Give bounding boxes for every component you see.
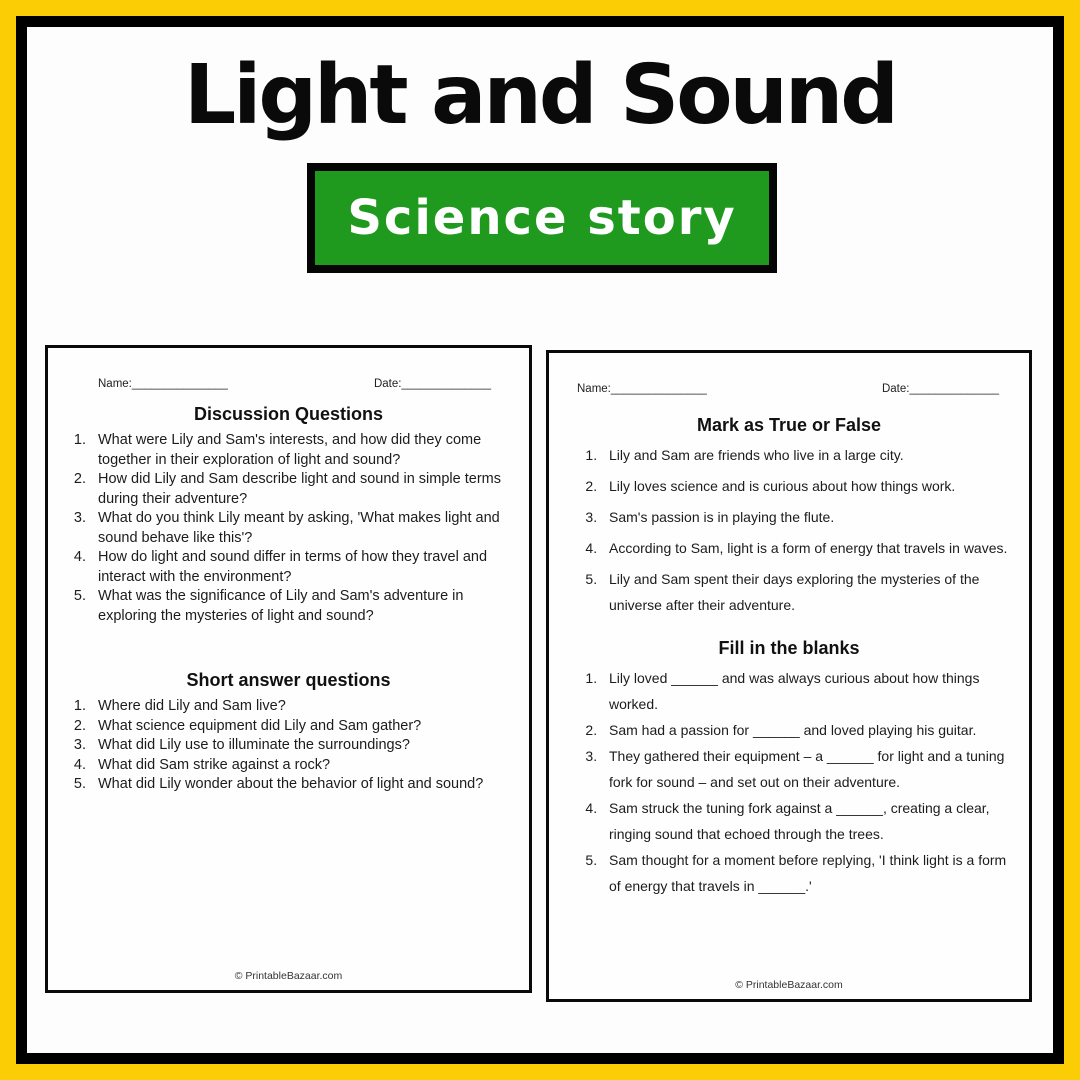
worksheet-page-right <box>546 350 1032 1002</box>
name-date-row <box>549 353 1029 395</box>
short-answer-heading: Short answer questions <box>186 670 391 690</box>
statement-item: 3. They gathered their equipment – a ______ for light and a tuning fork for sound – and set out on their adventure. <box>601 743 1009 795</box>
short-answer-list <box>48 697 529 795</box>
statement-item: 2. Lily loves science and is curious about how things work. <box>601 473 1009 499</box>
copyright-footer: © PrintableBazaar.com <box>234 970 343 982</box>
question-item: 2. How did Lily and Sam describe light and sound in simple terms during their adventure? <box>90 470 511 509</box>
statement-item: 5. Lily and Sam spent their days exploring the mysteries of the universe after their adventure. <box>601 566 1009 618</box>
question-item: 5. What was the significance of Lily and Sam's adventure in exploring the mysteries of light and sound? <box>90 587 511 626</box>
question-item: 3. What did Lily use to illuminate the surroundings? <box>90 736 511 756</box>
statement-item: 4. According to Sam, light is a form of energy that travels in waves. <box>601 535 1009 561</box>
statement-item: 5. Sam thought for a moment before replying, 'I think light is a form of energy that travels in ______.' <box>601 847 1009 899</box>
subtitle-banner <box>307 163 777 273</box>
date-field-label: Date:______________ <box>373 378 491 390</box>
true-false-list <box>549 442 1029 618</box>
name-field-label: Name:_______________ <box>577 383 707 395</box>
worksheet-page-left <box>45 345 532 993</box>
question-item: 1. Where did Lily and Sam live? <box>90 697 511 717</box>
date-field-label: Date:______________ <box>881 383 999 395</box>
question-item: 2. What science equipment did Lily and Sam gather? <box>90 717 511 737</box>
fill-blanks-list <box>549 665 1029 899</box>
name-date-row <box>48 348 529 390</box>
copyright-footer: © PrintableBazaar.com <box>735 979 843 991</box>
question-item: 5. What did Lily wonder about the behavior of light and sound? <box>90 775 511 795</box>
question-item: 3. What do you think Lily meant by asking, 'What makes light and sound behave like this'? <box>90 509 511 548</box>
discussion-questions-list <box>48 431 529 626</box>
statement-item: 1. Lily and Sam are friends who live in a large city. <box>601 442 1009 468</box>
question-item: 1. What were Lily and Sam's interests, and how did they come together in their exploration of light and sound? <box>90 431 511 470</box>
worksheet-title: Light and Sound <box>184 48 896 143</box>
statement-item: 2. Sam had a passion for ______ and loved playing his guitar. <box>601 717 1009 743</box>
statement-item: 4. Sam struck the tuning fork against a ______, creating a clear, ringing sound that echoed through the trees. <box>601 795 1009 847</box>
subtitle-text: Science story <box>347 190 737 246</box>
statement-item: 1. Lily loved ______ and was always curious about how things worked. <box>601 665 1009 717</box>
name-field-label: Name:_______________ <box>98 378 228 390</box>
discussion-questions-heading: Discussion Questions <box>193 404 384 424</box>
question-item: 4. How do light and sound differ in terms of how they travel and interact with the environment? <box>90 548 511 587</box>
fill-blanks-heading: Fill in the blanks <box>718 638 860 658</box>
question-item: 4. What did Sam strike against a rock? <box>90 756 511 776</box>
statement-item: 3. Sam's passion is in playing the flute. <box>601 504 1009 530</box>
true-false-heading: Mark as True or False <box>696 415 882 435</box>
